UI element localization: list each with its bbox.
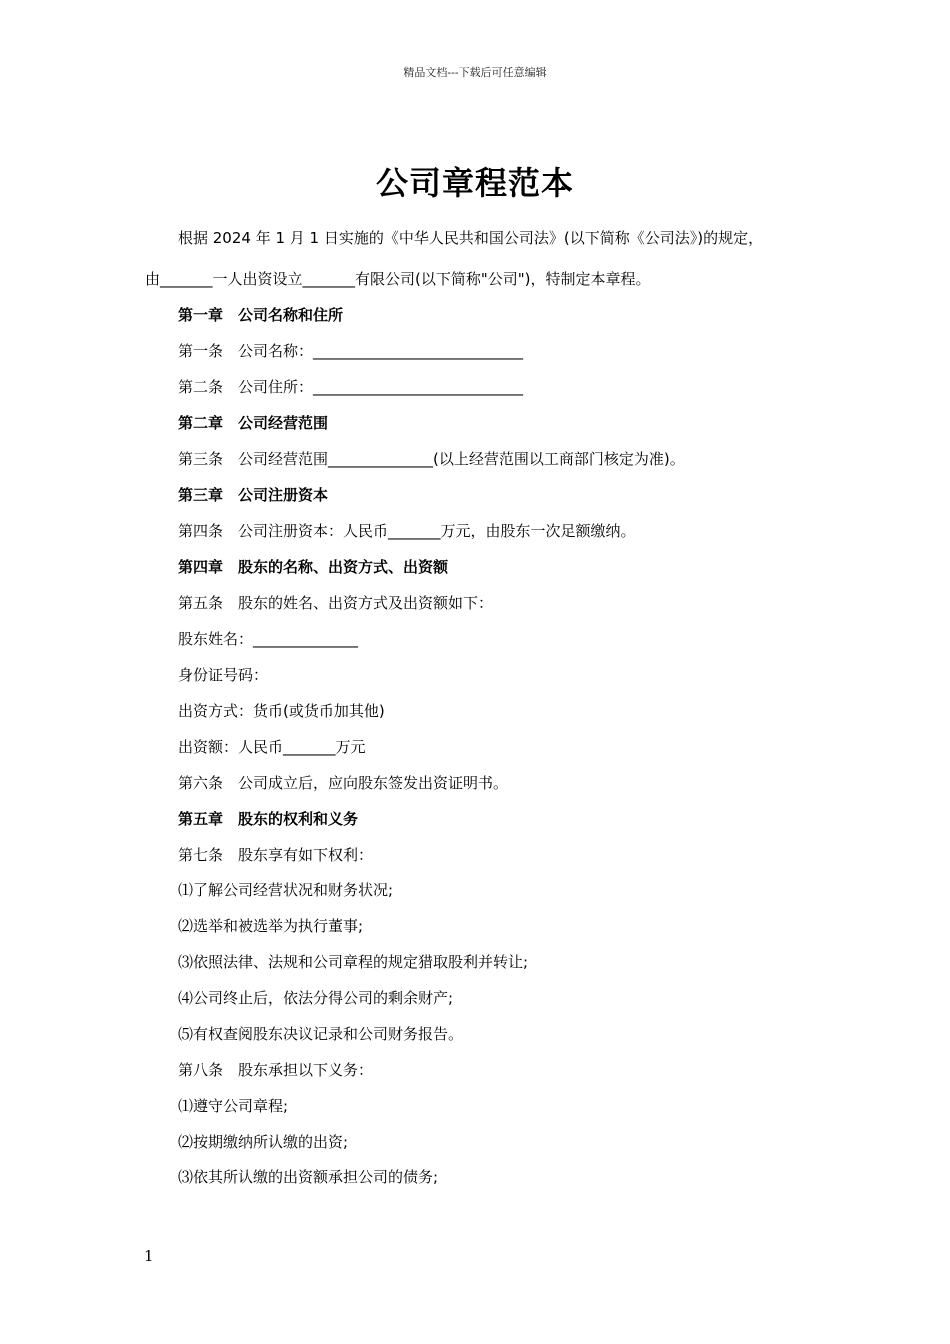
- right-item-5: ⑸有权查阅股东决议记录和公司财务报告。: [178, 1025, 464, 1043]
- article-6: 第六条 公司成立后，应向股东签发出资证明书。: [178, 774, 509, 792]
- right-item-2: ⑵选举和被选举为执行董事;: [178, 917, 364, 935]
- article-3: 第三条 公司经营范围______________(以上经营范围以工商部门核定为准)。: [178, 450, 685, 468]
- chapter-heading-2: 第二章 公司经营范围: [178, 414, 329, 432]
- contribution-method-line: 出资方式：货币(或货币加其他): [178, 702, 385, 720]
- right-item-3: ⑶依照法律、法规和公司章程的规定猎取股利并转让;: [178, 953, 529, 971]
- contribution-amount-line: 出资额：人民币_______万元: [178, 738, 366, 756]
- article-7: 第七条 股东享有如下权利：: [178, 846, 374, 864]
- article-2: 第二条 公司住所：____________________________: [178, 378, 524, 396]
- chapter-heading-3: 第三章 公司注册资本: [178, 486, 329, 504]
- page-header: 精品文档---下载后可任意编辑: [403, 66, 547, 79]
- page-number: 1: [144, 1247, 154, 1265]
- chapter-heading-5: 第五章 股东的权利和义务: [178, 810, 359, 828]
- chapter-heading-1: 第一章 公司名称和住所: [178, 306, 344, 324]
- shareholder-name-line: 股东姓名：______________: [178, 630, 359, 648]
- article-5: 第五条 股东的姓名、出资方式及出资额如下：: [178, 594, 494, 612]
- article-1: 第一条 公司名称：____________________________: [178, 342, 524, 360]
- document-title: 公司章程范本: [375, 164, 574, 202]
- right-item-1: ⑴了解公司经营状况和财务状况;: [178, 881, 394, 899]
- article-4: 第四条 公司注册资本：人民币_______万元，由股东一次足额缴纳。: [178, 522, 636, 540]
- duty-item-3: ⑶依其所认缴的出资额承担公司的债务;: [178, 1168, 439, 1186]
- intro-line-1: 根据 2024 年 1 月 1 日实施的《中华人民共和国公司法》(以下简称《公司法》)的规定，: [178, 229, 764, 247]
- article-8: 第八条 股东承担以下义务：: [178, 1061, 374, 1079]
- intro-line-2: 由_______一人出资设立_______有限公司(以下简称"公司")，特制定本章程。: [145, 270, 651, 288]
- right-item-4: ⑷公司终止后，依法分得公司的剩余财产;: [178, 989, 454, 1007]
- id-number-line: 身份证号码：: [178, 666, 269, 684]
- chapter-heading-4: 第四章 股东的名称、出资方式、出资额: [178, 558, 449, 576]
- duty-item-2: ⑵按期缴纳所认缴的出资;: [178, 1133, 349, 1151]
- duty-item-1: ⑴遵守公司章程;: [178, 1097, 289, 1115]
